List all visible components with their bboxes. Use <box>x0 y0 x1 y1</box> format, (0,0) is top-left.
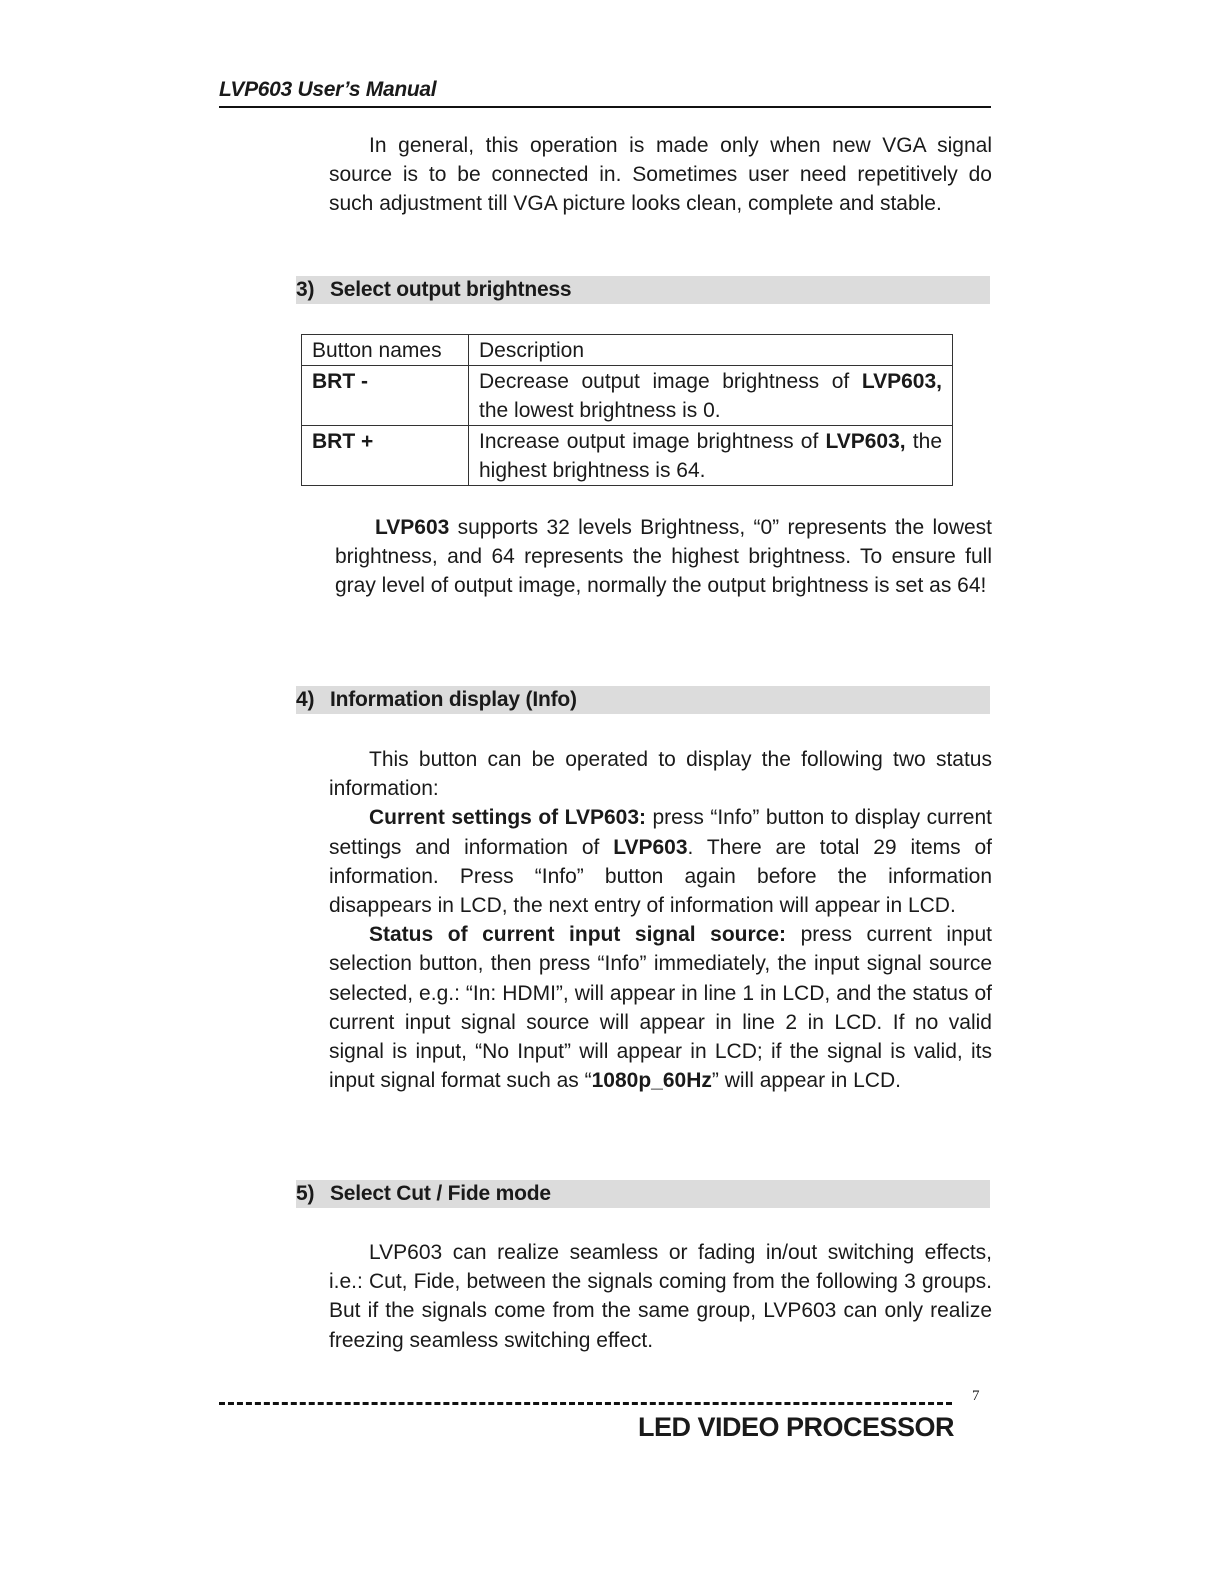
desc-text: the lowest brightness is 0. <box>479 399 721 422</box>
header-title: LVP603 User’s Manual <box>219 78 437 101</box>
info-item-1-label: Current settings of LVP603: <box>369 806 646 830</box>
info-item-2-text: ” will appear in LCD. <box>711 1069 901 1093</box>
footer-rule <box>219 1402 952 1405</box>
info-item-1-text: press “Info” button to display current settings and information of <box>329 806 992 859</box>
section-4-number: 4) <box>296 688 315 711</box>
table-header-col2: Description <box>469 335 953 366</box>
desc-text: the highest brightness is 64. <box>479 430 943 482</box>
cut-fide-text: LVP603 can realize seamless or fading in/out switching effects, i.e.: Cut, Fide, between the signals coming from the following 3 groups. But if the signals come from the same group, LVP603 can only realize freezing seamless switching effect. <box>329 1241 992 1352</box>
table-row-name: BRT + <box>302 426 469 486</box>
table-row <box>302 426 953 486</box>
section-3-heading <box>296 276 990 304</box>
button-table <box>301 334 953 486</box>
desc-text: Increase output image brightness of <box>479 430 826 453</box>
info-item-2-bold: 1080p_60Hz <box>591 1069 712 1093</box>
intro-text: In general, this operation is made only when new VGA signal source is to be connected in. Sometimes user need repetitively do such adjustment till VGA picture looks clean, complete and stable. <box>329 134 992 216</box>
table-row <box>302 366 953 426</box>
desc-bold: LVP603, <box>861 370 942 393</box>
info-section-body <box>329 745 992 1095</box>
note-bold: LVP603 <box>375 516 450 539</box>
desc-text: Decrease output image brightness of <box>479 370 862 393</box>
section-5-number: 5) <box>296 1182 315 1205</box>
info-item-2-label: Status of current input signal source: <box>369 923 787 947</box>
section-3-number: 3) <box>296 278 315 301</box>
table-row-desc <box>469 366 953 426</box>
note-text: supports 32 levels Brightness, “0” represents the lowest brightness, and 64 represents the highest brightness. To ensure full gray level of output image, normally the output brightness is set as 64! <box>335 516 992 598</box>
footer-title: LED VIDEO PROCESSOR <box>638 1412 955 1442</box>
info-item-1 <box>329 803 992 920</box>
brightness-note <box>335 513 992 601</box>
info-intro: This button can be operated to display the following two status information: <box>329 748 992 801</box>
section-4-heading <box>296 686 990 714</box>
intro-paragraph <box>329 131 992 219</box>
table-header-col1: Button names <box>302 335 469 366</box>
page-number: 7 <box>972 1388 980 1404</box>
info-item-2-text: press current input selection button, then press “Info” immediately, the input signal source selected, e.g.: “In: HDMI”, will appear in line 1 in LCD, and the status of current input signal source will appear in line 2 in LCD. If no valid signal is input, “No Input” will appear in LCD; if the signal is valid, its input signal format such as “ <box>329 923 992 1093</box>
header-rule <box>219 106 991 108</box>
desc-bold: LVP603, <box>825 430 906 453</box>
cut-fide-paragraph <box>329 1238 992 1355</box>
info-item-2 <box>329 920 992 1095</box>
section-5-heading <box>296 1180 990 1208</box>
section-5-title: Select Cut / Fide mode <box>330 1182 551 1205</box>
info-item-1-bold: LVP603 <box>613 835 688 859</box>
table-header-row <box>302 335 953 366</box>
table-row-desc <box>469 426 953 486</box>
section-3-title: Select output brightness <box>330 278 572 301</box>
section-4-title: Information display (Info) <box>330 688 577 711</box>
info-item-1-text: . There are total 29 items of information. Press “Info” button again before the information disappears in LCD, the next entry of information will appear in LCD. <box>329 835 992 918</box>
table-row-name: BRT - <box>302 366 469 426</box>
